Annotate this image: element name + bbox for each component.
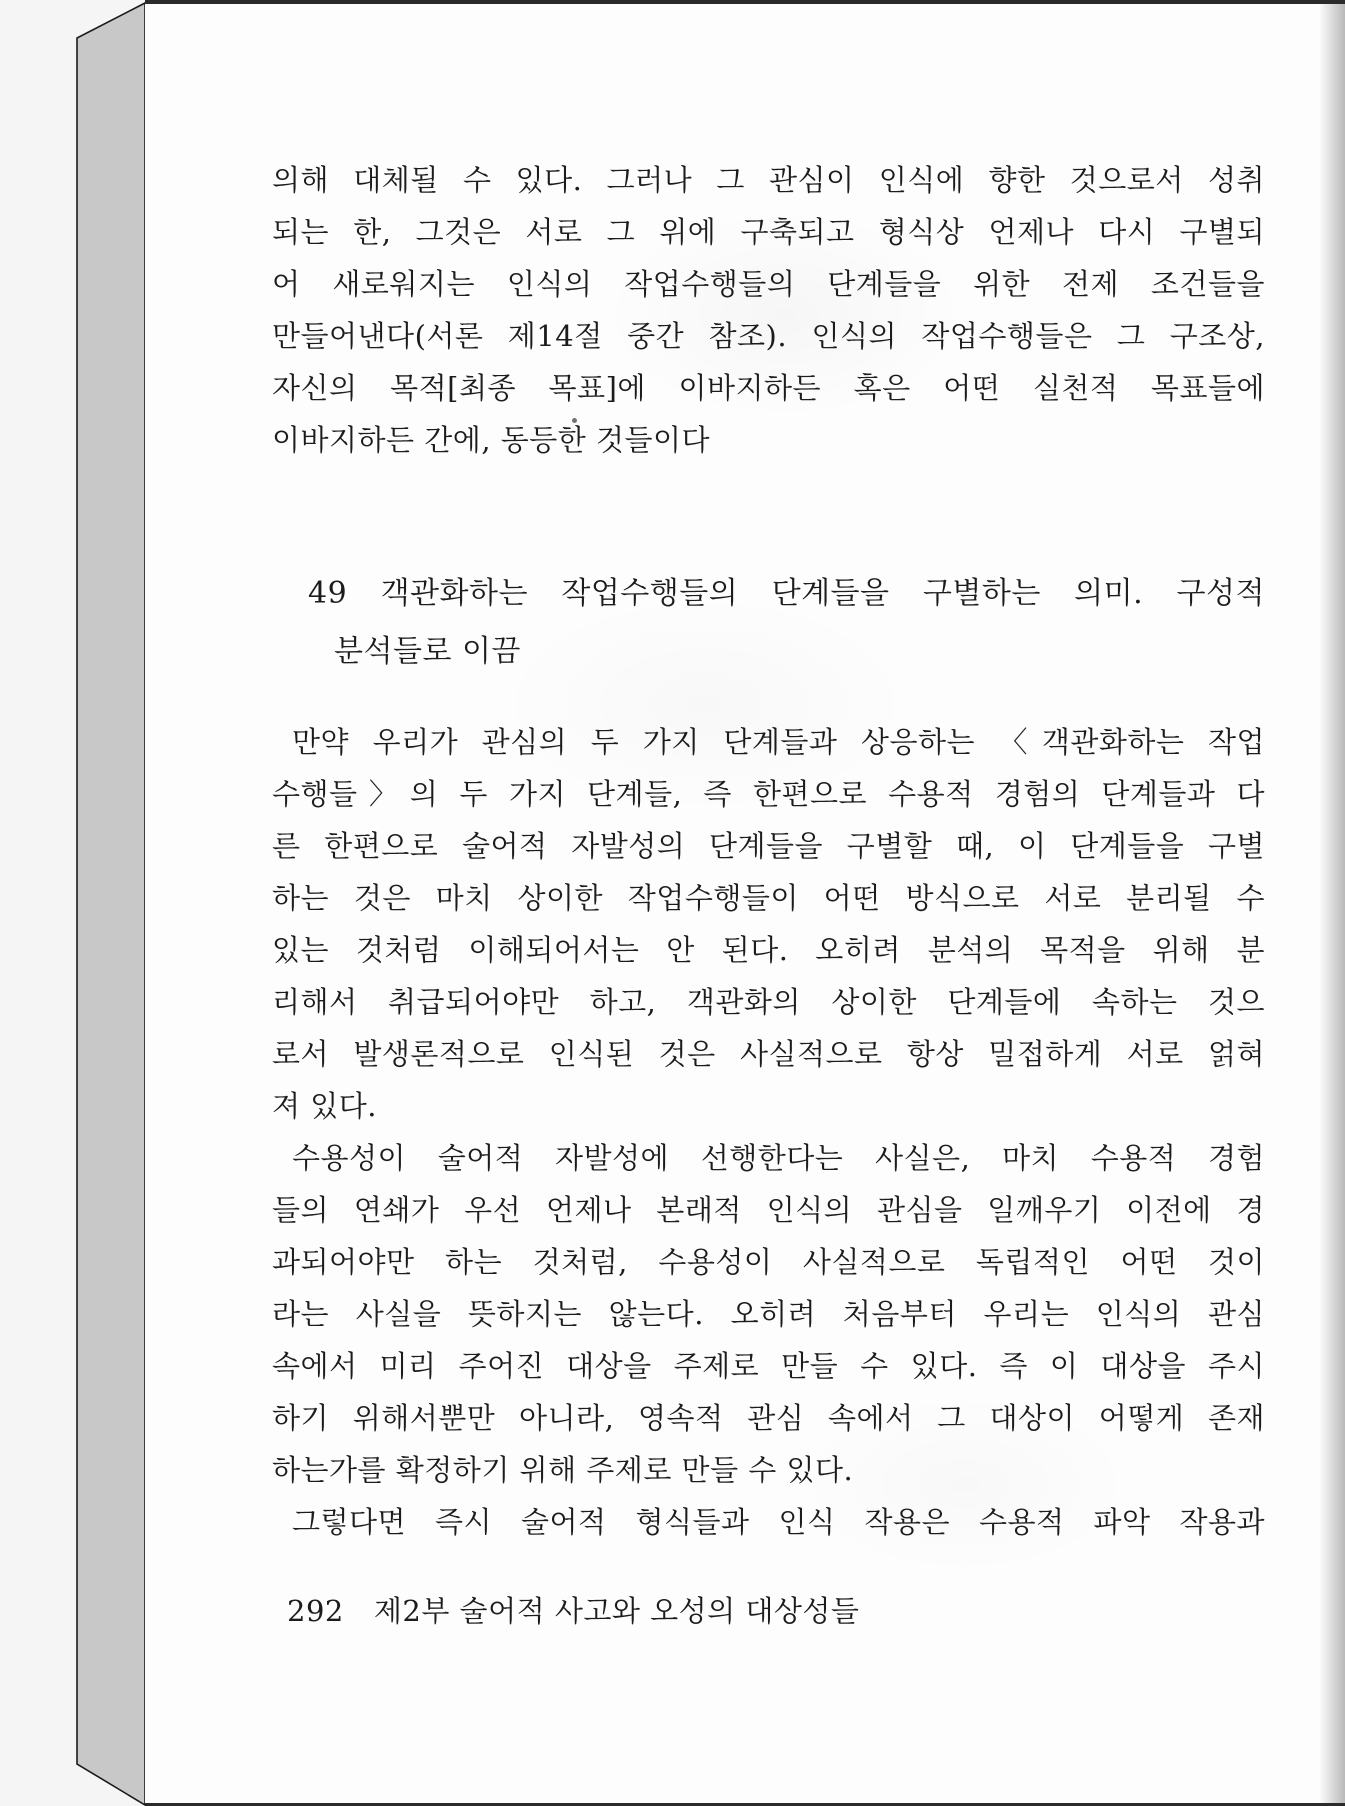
text-line: 있는 것처럼 이해되어서는 안 된다. 오히려 분석의 목적을 위해 분 bbox=[272, 933, 1265, 967]
text-line: 만약 우리가 관심의 두 가지 단계들과 상응하는 〈객관화하는 작업 bbox=[292, 725, 1265, 759]
text-line: 속에서 미리 주어진 대상을 주제로 만들 수 있다. 즉 이 대상을 주시 bbox=[272, 1349, 1265, 1383]
text-line: 로서 발생론적으로 인식된 것은 사실적으로 항상 밀접하게 서로 얽혀 bbox=[272, 1037, 1265, 1071]
text-line: 되는 한, 그것은 서로 그 위에 구축되고 형식상 언제나 다시 구별되 bbox=[272, 215, 1265, 249]
text-line: 그렇다면 즉시 술어적 형식들과 인식 작용은 수용적 파악 작용과 bbox=[292, 1505, 1265, 1539]
text-line: 하기 위해서뿐만 아니라, 영속적 관심 속에서 그 대상이 어떻게 존재 bbox=[272, 1401, 1265, 1435]
text-line: 의해 대체될 수 있다. 그러나 그 관심이 인식에 향한 것으로서 성취 bbox=[272, 163, 1265, 197]
section-heading bbox=[308, 565, 1265, 681]
paragraph-c bbox=[272, 1496, 1265, 1548]
running-footer-title: 제2부 술어적 사고와 오성의 대상성들 bbox=[373, 1594, 860, 1628]
paragraph-b bbox=[272, 1132, 1265, 1496]
continuation-paragraph bbox=[272, 154, 1265, 466]
text-line: 들의 연쇄가 우선 언제나 본래적 인식의 관심을 일깨우기 이전에 경 bbox=[272, 1193, 1265, 1227]
text-line: 하는가를 확정하기 위해 주제로 만들 수 있다. bbox=[272, 1453, 854, 1487]
text-line: 져 있다. bbox=[272, 1089, 377, 1123]
text-line: 리해서 취급되어야만 하고, 객관화의 상이한 단계들에 속하는 것으 bbox=[272, 985, 1265, 1019]
text-line: 만들어낸다(서론 제14절 중간 참조). 인식의 작업수행들은 그 구조상, bbox=[272, 319, 1265, 353]
section-heading-line1 bbox=[308, 565, 1265, 623]
text-line: 하는 것은 마치 상이한 작업수행들이 어떤 방식으로 서로 분리될 수 bbox=[272, 881, 1265, 915]
text-line: 라는 사실을 뜻하지는 않는다. 오히려 처음부터 우리는 인식의 관심 bbox=[272, 1297, 1265, 1331]
section-number: 49 bbox=[308, 576, 348, 611]
page-number: 292 bbox=[287, 1594, 344, 1628]
book-page bbox=[145, 0, 1345, 1806]
text-line: 수용성이 술어적 자발성에 선행한다는 사실은, 마치 수용적 경험 bbox=[292, 1141, 1265, 1175]
paragraph-a bbox=[272, 716, 1265, 1132]
section-heading-line2: 분석들로 이끔 bbox=[334, 634, 521, 669]
text-line: 자신의 목적[최종 목표]에 이바지하든 혹은 어떤 실천적 목표들에 bbox=[272, 371, 1265, 405]
text-line: 수행들〉의 두 가지 단계들, 즉 한편으로 수용적 경험의 단계들과 다 bbox=[272, 777, 1265, 811]
text-line: 과되어야만 하는 것처럼, 수용성이 사실적으로 독립적인 어떤 것이 bbox=[272, 1245, 1265, 1279]
text-line: 이바지하든 간에, 동등한 것들이다 bbox=[272, 423, 711, 457]
page-footer bbox=[287, 1589, 859, 1630]
text-line: 른 한편으로 술어적 자발성의 단계들을 구별할 때, 이 단계들을 구별 bbox=[272, 829, 1265, 863]
text-line: 어 새로워지는 인식의 작업수행들의 단계들을 위한 전제 조건들을 bbox=[272, 267, 1265, 301]
section-title: 객관화하는 작업수행들의 단계들을 구별하는 의미. 구성적 bbox=[380, 576, 1265, 611]
page-curl-shading bbox=[1319, 4, 1345, 1803]
